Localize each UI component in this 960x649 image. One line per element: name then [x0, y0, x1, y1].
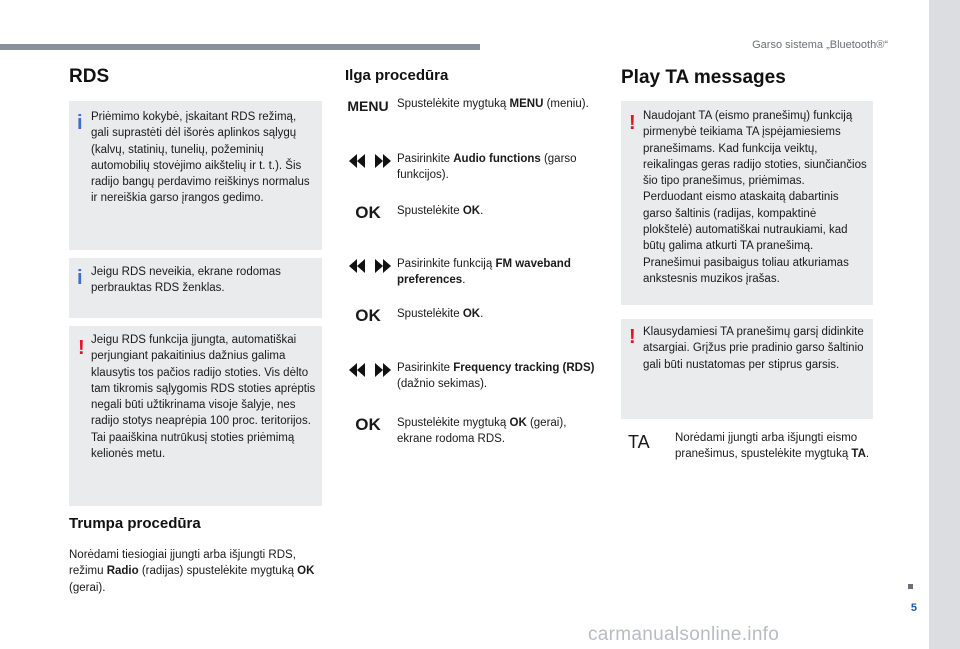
- step-2-text: Pasirinkite Audio functions (garso funkcijos).: [397, 153, 577, 182]
- step-1-text: Spustelėkite mygtuką MENU (meniu).: [397, 98, 589, 110]
- ta-warning-box-1: [621, 101, 873, 305]
- step-1: [345, 96, 605, 132]
- rds-info-box-1: [69, 101, 322, 250]
- rds-warning-text: Jeigu RDS funkcija įjungta, automatiškai perjungiant pakaitinius dažnius galima klausytis tos pačios radijo stoties. Vis dėlto tam tikromis sąlygomis RDS stoties aprėptis negali būti užtikrinama visoje šalyje, nes radijo stotys neaprėpia 100 proc. teritorijos. Tai paaiškina nutrūkusį stoties priėmimą kelionės metu.: [91, 334, 316, 461]
- ta-instruction-text: Norėdami įjungti arba išjungti eismo pranešimus, spustelėkite mygtuką TA.: [675, 432, 870, 461]
- long-procedure-title: Ilga procedūra: [345, 67, 449, 84]
- rds-title: RDS: [69, 66, 110, 87]
- menu-button-icon: MENU: [347, 98, 389, 114]
- ta-warning-text-1: Naudojant TA (eismo pranešimų) funkciją pirmenybė teikiama TA įspėjamiesiems pranešimams. Kad funkcija veiktų, reikalingas geras radijo stoties, siunčiančios šio tipo pranešimus, priėmimas. Perduodant eismo ataskaitą dabartinis garso šaltinis (radijas, kompaktinė plokštelė) automatiškai nutraukiami, kad būtų galima atkurti TA pranešimą. Pranešimui pasibaigus toliau atkuriamas ankstesnis muzikos įrašas.: [643, 110, 867, 285]
- ta-button-icon: TA: [628, 432, 650, 452]
- side-strip: [929, 0, 960, 649]
- left-right-arrows-icon: [349, 363, 391, 377]
- rds-info-text-2: Jeigu RDS neveikia, ekrane rodomas perbrauktas RDS ženklas.: [91, 266, 281, 295]
- header-title: Garso sistema „Bluetooth®“: [752, 39, 888, 51]
- rds-info-text-1: Priėmimo kokybė, įskaitant RDS režimą, gali suprastėti dėl išorės aplinkos sąlygų (kalvų, statinių, tunelių, požeminių automobilių stovėjimo aikštelių ir t. t.). Šis radijo bangų perdavimo reiškinys normalus ir nereiškia garso įrangos gedimo.: [91, 111, 310, 205]
- ok-button-icon: OK: [355, 203, 381, 222]
- step-7-text: Spustelėkite mygtuką OK (gerai), ekrane rodoma RDS.: [397, 417, 567, 446]
- left-right-arrows-icon: [349, 154, 391, 168]
- rds-info-box-2: [69, 258, 322, 318]
- page-marker-dot: [908, 584, 913, 589]
- step-7: [345, 415, 605, 451]
- top-rule: [0, 44, 480, 50]
- short-procedure-title: Trumpa procedūra: [69, 515, 201, 532]
- step-6: [345, 360, 605, 396]
- page-number: 5: [910, 602, 917, 614]
- ta-title: Play TA messages: [621, 67, 786, 88]
- left-right-arrows-icon: [349, 259, 391, 273]
- step-4: [345, 256, 605, 292]
- short-procedure-text: Norėdami tiesiogiai įjungti arba išjungti RDS, režimu Radio (radijas) spustelėkite mygtuką OK (gerai).: [69, 549, 315, 594]
- info-icon: i: [77, 267, 83, 289]
- ok-button-icon: OK: [355, 415, 381, 434]
- step-3-text: Spustelėkite OK.: [397, 205, 484, 217]
- warning-icon: !: [629, 112, 636, 134]
- warning-icon: !: [78, 337, 85, 359]
- step-6-text: Pasirinkite Frequency tracking (RDS) (dažnio sekimas).: [397, 362, 595, 391]
- ta-warning-box-2: [621, 319, 873, 419]
- step-5-text: Spustelėkite OK.: [397, 308, 484, 320]
- step-2: [345, 151, 605, 187]
- rds-warning-box: [69, 326, 322, 506]
- ta-warning-text-2: Klausydamiesi TA pranešimų garsį didinkite atsargiai. Grįžus prie pradinio garso šaltinio gali būti nustatomas per stiprus garsis.: [643, 326, 864, 371]
- step-3: [345, 203, 605, 227]
- info-icon: i: [77, 112, 83, 134]
- step-4-text: Pasirinkite funkciją FM waveband preferences.: [397, 258, 571, 287]
- watermark: carmanualsonline.info: [588, 624, 780, 645]
- warning-icon: !: [629, 326, 636, 348]
- ok-button-icon: OK: [355, 306, 381, 325]
- step-5: [345, 306, 605, 330]
